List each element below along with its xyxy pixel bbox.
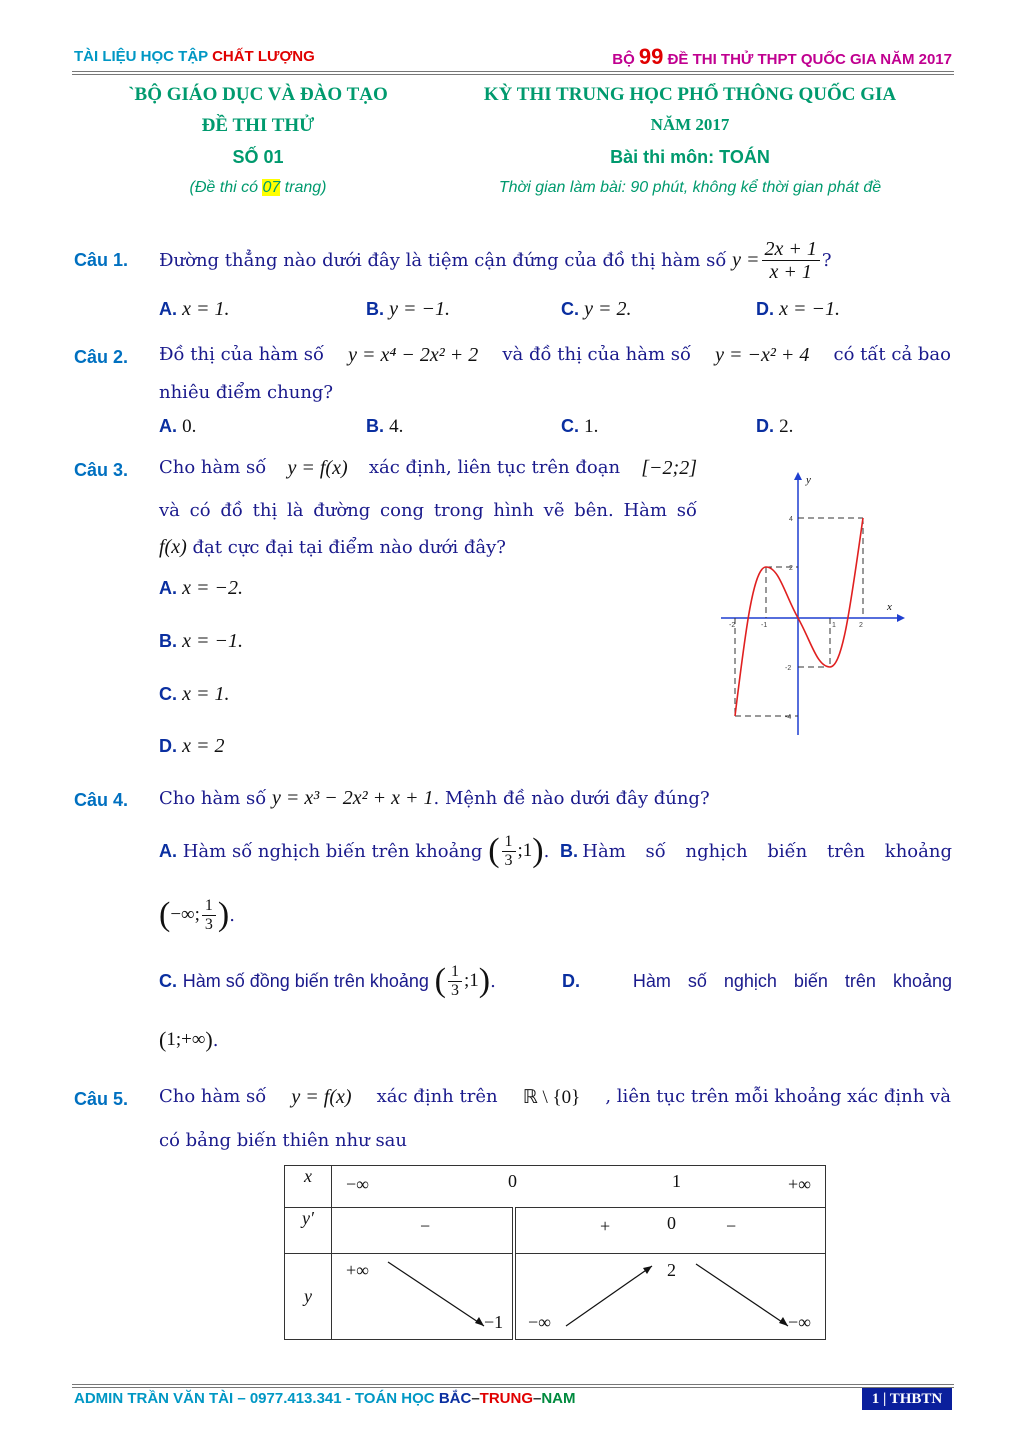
q4-opt-b-interval: ( −∞; $\frac{1}{3}$ ) . xyxy=(159,896,235,933)
q5-f2: ℝ \ {0} xyxy=(522,1087,581,1108)
vt-y-minf1: −∞ xyxy=(528,1312,551,1332)
opt-value: 4. xyxy=(389,416,404,437)
q3-t2: xác định, liên tục trên đoạn xyxy=(368,457,621,478)
opt-key: A. xyxy=(159,840,177,861)
q3-f1: y = f(x) xyxy=(287,457,348,479)
vt-x-row xyxy=(332,1166,826,1208)
q4-f1: y = x³ − 2x² + x + 1 xyxy=(272,787,434,809)
vt-y-2: 2 xyxy=(667,1260,676,1280)
q1-stem: Đường thẳng nào dưới đây là tiệm cận đứng của đồ thị hàm số xyxy=(159,249,727,271)
q3-line1 xyxy=(159,457,697,480)
q2-opt-c[interactable] xyxy=(561,416,598,438)
tick-x1: 1 xyxy=(832,622,836,629)
frac-den: 3 xyxy=(504,851,513,869)
opt-text: Hàm số nghịch biến trên khoảng xyxy=(582,840,952,862)
opt-key: A. xyxy=(159,299,177,319)
footer-d: TRUNG xyxy=(479,1390,533,1407)
footer-text xyxy=(74,1390,576,1407)
q1-opt-c[interactable] xyxy=(561,298,631,321)
q2-f2: y = −x² + 4 xyxy=(715,344,810,366)
q4-t2: . Mệnh đề nào dưới đây đúng? xyxy=(433,788,710,809)
vt-x-0: 0 xyxy=(508,1171,517,1191)
exam-year: NĂM 2017 xyxy=(650,115,730,134)
q5-t1: Cho hàm số xyxy=(159,1086,267,1107)
q2-label: Câu 2. xyxy=(74,347,129,367)
vt-arrow-down-1 xyxy=(332,1254,512,1340)
frac-1-3 xyxy=(502,833,516,869)
footer-rule xyxy=(72,1384,954,1388)
q4-opt-d-interval: ( 1;+∞ ) . xyxy=(159,1027,219,1052)
vt-y-minf2: −∞ xyxy=(788,1312,811,1332)
q1-options xyxy=(159,298,959,326)
graph-xlabel: x xyxy=(887,601,892,613)
q4-opt-c[interactable]: C. Hàm số đồng biến trên khoảng ( $\frac{1}{3}$ ;1 ) . xyxy=(159,962,496,999)
opt-value: y = 2. xyxy=(584,298,632,320)
header-left-b: CHẤT LƯỢNG xyxy=(212,48,315,65)
q2-t2: và đồ thị của hàm số xyxy=(502,344,692,365)
interval-end: ;1 xyxy=(463,970,479,991)
opt-text: Hàm số nghịch biến trên khoảng xyxy=(182,840,483,862)
exam-kind: ĐỀ THI THỬ xyxy=(201,115,315,136)
opt-key: A. xyxy=(159,578,177,598)
opt-value: x = −2. xyxy=(182,577,243,599)
footer-e: – xyxy=(532,1390,542,1407)
q5-t2: xác định trên xyxy=(376,1086,498,1107)
vt-yp-plus: + xyxy=(600,1216,611,1236)
opt-key: C. xyxy=(561,299,579,319)
q1-fraction xyxy=(762,238,820,283)
tick-y4: 4 xyxy=(789,516,793,523)
graph-x-arrow xyxy=(897,614,905,622)
exam-name: KỲ THI TRUNG HỌC PHỔ THÔNG QUỐC GIA xyxy=(483,84,897,105)
q1-den: x + 1 xyxy=(769,260,812,283)
q2-f1: y = x⁴ − 2x² + 2 xyxy=(348,344,479,366)
exam-pages xyxy=(118,179,398,197)
exam-subject: Bài thi môn: TOÁN xyxy=(610,147,770,167)
paren-close: ) xyxy=(205,1027,213,1052)
ministry: `BỘ GIÁO DỤC VÀ ĐÀO TẠO xyxy=(128,84,388,105)
variation-table xyxy=(284,1165,826,1340)
vt-yp-minus1: − xyxy=(420,1216,431,1236)
q3-line2: và có đồ thị là đường cong trong hình vẽ bên. Hàm số xyxy=(159,500,697,521)
q3-opt-c[interactable] xyxy=(159,683,229,706)
graph-curve xyxy=(735,518,863,716)
q3-label: Câu 3. xyxy=(74,460,129,480)
header-left-a: TÀI LIỆU HỌC TẬP xyxy=(74,48,213,65)
opt-value: x = 1. xyxy=(182,683,230,705)
vt-yp-right xyxy=(514,1208,826,1254)
q4-opt-b-head[interactable] xyxy=(560,826,952,876)
paren-close: ) xyxy=(217,896,230,933)
frac-den: 3 xyxy=(450,981,459,999)
vt-x-minf: −∞ xyxy=(346,1174,369,1194)
q4-label: Câu 4. xyxy=(74,790,129,810)
opt-text: Hàm số nghịch biến trên khoảng xyxy=(632,970,952,991)
vt-yp-zero: 0 xyxy=(667,1213,676,1233)
opt-key: B. xyxy=(159,631,177,651)
q2-line1 xyxy=(159,344,951,367)
top-header-left xyxy=(74,48,315,65)
q4-opt-d-head[interactable] xyxy=(562,956,952,1006)
vt-x-head: x xyxy=(285,1166,332,1208)
opt-key: C. xyxy=(159,684,177,704)
opt-value: y = −1. xyxy=(389,298,450,320)
footer-a: ADMIN TRẦN VĂN TÀI – 0977.413.341 - TOÁN HỌC xyxy=(74,1390,439,1407)
frac-num: 1 xyxy=(448,963,462,982)
graph-ylabel: y xyxy=(806,474,811,486)
paren-open: ( xyxy=(434,962,446,999)
q2-opt-b[interactable] xyxy=(366,416,403,438)
q2-opt-d[interactable] xyxy=(756,416,793,438)
opt-key: D. xyxy=(756,299,774,319)
vt-y-m1: −1 xyxy=(484,1312,504,1332)
opt-key: D. xyxy=(756,416,774,436)
paren-open: ( xyxy=(488,832,500,869)
top-header-right xyxy=(612,44,952,70)
header-right-b: ĐỀ THI THỬ THPT QUỐC GIA NĂM 2017 xyxy=(663,51,952,68)
vt-y-right xyxy=(514,1254,826,1340)
frac-num: 1 xyxy=(202,897,216,916)
opt-key: B. xyxy=(366,299,384,319)
opt-key: B. xyxy=(560,840,578,861)
opt-value: 1. xyxy=(584,416,599,437)
q3-graph xyxy=(715,465,905,740)
vt-y-head: y xyxy=(285,1254,332,1340)
q2-t1: Đồ thị của hàm số xyxy=(159,344,325,365)
q2-options xyxy=(159,416,959,444)
vt-y-pinf: +∞ xyxy=(346,1260,369,1280)
vt-yp-minus2: − xyxy=(726,1216,737,1236)
pages-num: 07 xyxy=(262,179,281,196)
opt-key: C. xyxy=(159,970,177,991)
pages-b: trang) xyxy=(280,179,327,196)
paren-open: ( xyxy=(159,1027,167,1052)
frac-1-3 xyxy=(448,963,462,999)
vt-x-1: 1 xyxy=(672,1171,681,1191)
exam-time: Thời gian làm bài: 90 phút, không kể thời gian phát đề xyxy=(498,179,882,196)
q3-line3 xyxy=(159,536,506,559)
graph-y-arrow xyxy=(794,472,802,480)
q3-f3: f(x) xyxy=(159,536,187,558)
footer-b: BẮC xyxy=(438,1390,472,1407)
q5-f1: y = f(x) xyxy=(291,1086,352,1108)
q2-t3: có tất cả bao xyxy=(833,344,951,365)
opt-value: x = 2 xyxy=(182,735,225,757)
tick-xm2: -2 xyxy=(729,622,736,629)
tick-ym2: -2 xyxy=(785,665,792,672)
footer-c: – xyxy=(471,1390,480,1407)
footer-f: NAM xyxy=(541,1390,576,1407)
q3-opt-a[interactable] xyxy=(159,577,243,600)
opt-text: Hàm số đồng biến trên khoảng xyxy=(182,970,429,991)
q2-line2: nhiêu điểm chung? xyxy=(159,382,334,403)
q1-num: 2x + 1 xyxy=(762,238,820,261)
q1-label: Câu 1. xyxy=(74,250,129,270)
opt-key: C. xyxy=(561,416,579,436)
exam-no: SỐ 01 xyxy=(232,147,284,167)
q4-opt-a[interactable]: A. Hàm số nghịch biến trên khoảng ( $\frac{1}{3}$ ;1 ) . xyxy=(159,832,550,869)
tick-ym4: -4 xyxy=(785,714,792,721)
q4-line1 xyxy=(159,787,710,810)
pages-a: (Đề thi có xyxy=(189,179,263,196)
q2-opt-a[interactable] xyxy=(159,416,196,438)
paren-open: ( xyxy=(159,896,171,933)
q1-text xyxy=(159,234,832,286)
frac-den: 3 xyxy=(204,915,213,933)
graph-guides xyxy=(735,518,863,716)
tick-x2: 2 xyxy=(859,622,863,629)
interval: 1;+∞ xyxy=(166,1029,206,1050)
vt-y-left xyxy=(332,1254,515,1340)
q5-line2: có bảng biến thiên như sau xyxy=(159,1130,408,1151)
q1-qmark: ? xyxy=(821,249,832,271)
q3-f2: [−2;2] xyxy=(641,457,697,479)
vt-yp-left xyxy=(332,1208,515,1254)
opt-value: 2. xyxy=(779,416,794,437)
header-right-a: BỘ xyxy=(612,51,639,68)
tick-y2: 2 xyxy=(789,565,793,572)
opt-value: x = −1. xyxy=(779,298,840,320)
q5-t3: , liên tục trên mỗi khoảng xác định và xyxy=(605,1086,951,1107)
frac-num: 1 xyxy=(502,833,516,852)
q3-opt-d[interactable] xyxy=(159,735,224,758)
vt-arrows xyxy=(516,1254,826,1340)
opt-value: x = 1. xyxy=(182,298,230,320)
q3-t3: đạt cực đại tại điểm nào dưới đây? xyxy=(192,537,506,558)
q3-opt-b[interactable] xyxy=(159,630,243,653)
q1-opt-d[interactable] xyxy=(756,298,840,321)
paren-close: ) xyxy=(478,962,491,999)
opt-key: A. xyxy=(159,416,177,436)
opt-key: B. xyxy=(366,416,384,436)
q3-t1: Cho hàm số xyxy=(159,457,267,478)
header-right-num: 99 xyxy=(638,44,664,69)
opt-key: D. xyxy=(159,736,177,756)
vt-x-pinf: +∞ xyxy=(788,1174,811,1194)
footer-page: 1 | THBTN xyxy=(862,1388,952,1410)
vt-yp-head: y′ xyxy=(285,1208,332,1254)
q1-opt-a[interactable] xyxy=(159,298,229,321)
opt-value: x = −1. xyxy=(182,630,243,652)
opt-key: D. xyxy=(562,970,580,991)
tick-xm1: -1 xyxy=(761,622,768,629)
interval-start: −∞; xyxy=(170,904,200,925)
frac-1-3 xyxy=(202,897,216,933)
q1-opt-b[interactable] xyxy=(366,298,450,321)
q5-line1 xyxy=(159,1086,951,1109)
q5-label: Câu 5. xyxy=(74,1089,129,1109)
header-rule xyxy=(72,71,954,75)
q4-t1: Cho hàm số xyxy=(159,788,267,809)
paren-close: ) xyxy=(532,832,544,869)
opt-value: 0. xyxy=(182,416,197,437)
interval-end: ;1 xyxy=(517,840,533,861)
q1-yeq: y = xyxy=(732,248,760,271)
